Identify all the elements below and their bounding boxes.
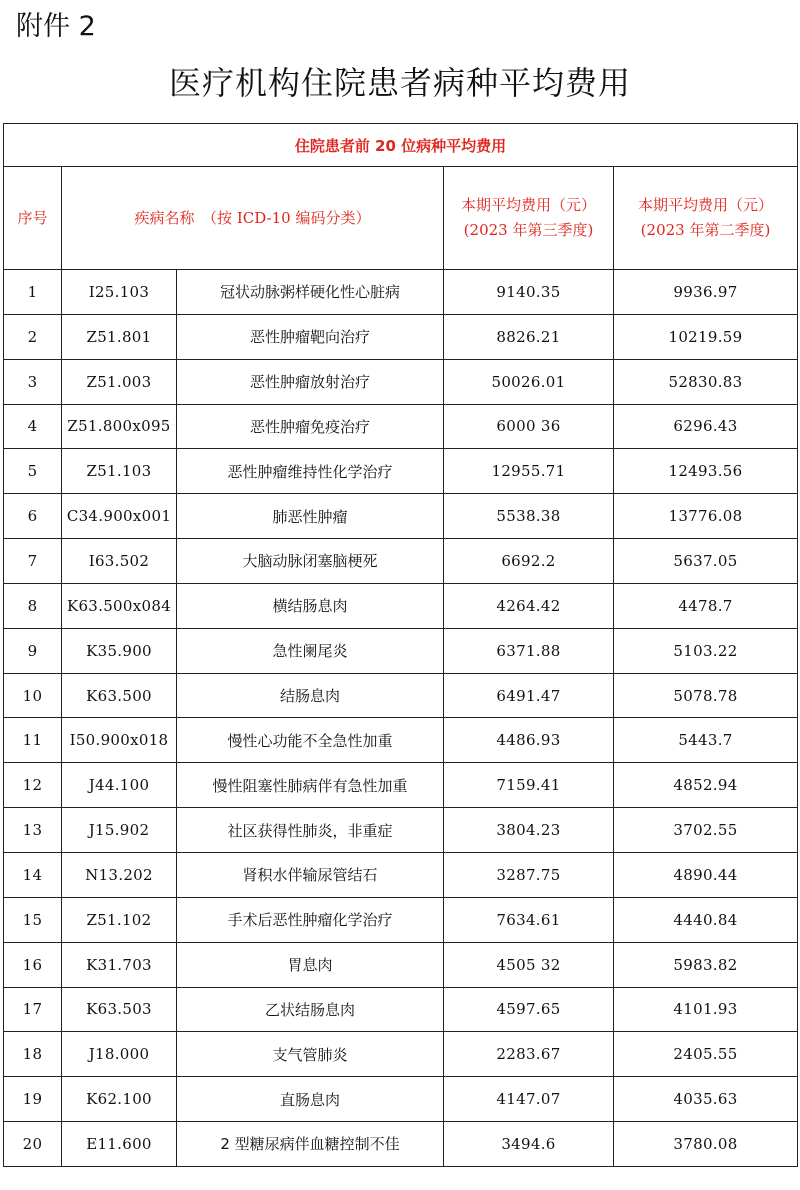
row-previous-fee: 12493.56 <box>614 449 798 494</box>
table-row <box>4 852 798 897</box>
header-previous-fee-line1: 本期平均费用（元） <box>637 196 773 214</box>
row-current-fee: 4597.65 <box>444 987 614 1032</box>
row-disease-name: 胃息肉 <box>177 942 444 987</box>
row-current-fee: 6371.88 <box>444 628 614 673</box>
row-current-fee: 6000 36 <box>444 404 614 449</box>
row-previous-fee: 13776.08 <box>614 494 798 539</box>
row-seq: 9 <box>4 628 62 673</box>
document-title: 医疗机构住院患者病种平均费用 <box>168 64 631 102</box>
row-disease-name: 横结肠息肉 <box>177 583 444 628</box>
row-current-fee: 3494.6 <box>444 1122 614 1167</box>
row-disease-name: 乙状结肠息肉 <box>177 987 444 1032</box>
row-disease-name: 肾积水伴输尿管结石 <box>177 852 444 897</box>
row-icd-code: I50.900x018 <box>62 718 177 763</box>
row-seq: 12 <box>4 763 62 808</box>
row-previous-fee: 4890.44 <box>614 852 798 897</box>
row-previous-fee: 5103.22 <box>614 628 798 673</box>
row-icd-code: E11.600 <box>62 1122 177 1167</box>
row-current-fee: 4147.07 <box>444 1077 614 1122</box>
table-row <box>4 942 798 987</box>
row-current-fee: 6491.47 <box>444 673 614 718</box>
table-row <box>4 404 798 449</box>
row-disease-name: 结肠息肉 <box>177 673 444 718</box>
table-row <box>4 583 798 628</box>
row-current-fee: 9140.35 <box>444 270 614 315</box>
row-current-fee: 4264.42 <box>444 583 614 628</box>
table-row <box>4 763 798 808</box>
table-header-row <box>4 167 798 270</box>
row-disease-name: 社区获得性肺炎，非重症 <box>177 808 444 853</box>
row-current-fee: 3804.23 <box>444 808 614 853</box>
row-seq: 11 <box>4 718 62 763</box>
row-current-fee: 4505 32 <box>444 942 614 987</box>
row-icd-code: K63.500x084 <box>62 583 177 628</box>
table-row <box>4 359 798 404</box>
row-icd-code: Z51.800x095 <box>62 404 177 449</box>
row-previous-fee: 5443.7 <box>614 718 798 763</box>
row-disease-name: 大脑动脉闭塞脑梗死 <box>177 539 444 584</box>
row-seq: 15 <box>4 897 62 942</box>
row-previous-fee: 52830.83 <box>614 359 798 404</box>
row-seq: 18 <box>4 1032 62 1077</box>
row-seq: 13 <box>4 808 62 853</box>
row-current-fee: 7634.61 <box>444 897 614 942</box>
row-current-fee: 8826.21 <box>444 314 614 359</box>
row-previous-fee: 4852.94 <box>614 763 798 808</box>
row-seq: 10 <box>4 673 62 718</box>
header-seq: 序号 <box>4 167 62 270</box>
table-row <box>4 808 798 853</box>
row-seq: 4 <box>4 404 62 449</box>
row-previous-fee: 5637.05 <box>614 539 798 584</box>
table-row <box>4 897 798 942</box>
row-disease-name: 慢性阻塞性肺病伴有急性加重 <box>177 763 444 808</box>
row-disease-name: 恶性肿瘤靶向治疗 <box>177 314 444 359</box>
row-current-fee: 4486.93 <box>444 718 614 763</box>
row-previous-fee: 4035.63 <box>614 1077 798 1122</box>
row-previous-fee: 5983.82 <box>614 942 798 987</box>
row-seq: 19 <box>4 1077 62 1122</box>
row-seq: 2 <box>4 314 62 359</box>
row-disease-name: 手术后恶性肿瘤化学治疗 <box>177 897 444 942</box>
row-seq: 16 <box>4 942 62 987</box>
table-row <box>4 539 798 584</box>
row-previous-fee: 4478.7 <box>614 583 798 628</box>
table-row <box>4 1122 798 1167</box>
row-previous-fee: 2405.55 <box>614 1032 798 1077</box>
header-previous-fee <box>614 167 798 270</box>
row-icd-code: Z51.103 <box>62 449 177 494</box>
row-previous-fee: 3780.08 <box>614 1122 798 1167</box>
row-current-fee: 3287.75 <box>444 852 614 897</box>
row-icd-code: N13.202 <box>62 852 177 897</box>
row-disease-name: 恶性肿瘤放射治疗 <box>177 359 444 404</box>
row-previous-fee: 10219.59 <box>614 314 798 359</box>
header-current-fee <box>444 167 614 270</box>
table-row <box>4 270 798 315</box>
row-current-fee: 7159.41 <box>444 763 614 808</box>
row-disease-name: 2 型糖尿病伴血糖控制不佳 <box>177 1122 444 1167</box>
header-disease: 疾病名称 （按 ICD-10 编码分类） <box>62 167 444 270</box>
row-icd-code: K62.100 <box>62 1077 177 1122</box>
row-icd-code: Z51.102 <box>62 897 177 942</box>
table-row <box>4 494 798 539</box>
header-current-fee-line1: 本期平均费用（元） <box>460 196 596 214</box>
row-current-fee: 12955.71 <box>444 449 614 494</box>
row-disease-name: 恶性肿瘤免疫治疗 <box>177 404 444 449</box>
row-icd-code: K35.900 <box>62 628 177 673</box>
row-seq: 20 <box>4 1122 62 1167</box>
disease-fee-table <box>3 123 798 1167</box>
row-seq: 8 <box>4 583 62 628</box>
table-caption: 住院患者前 20 位病种平均费用 <box>4 124 798 167</box>
row-previous-fee: 6296.43 <box>614 404 798 449</box>
row-current-fee: 6692.2 <box>444 539 614 584</box>
row-previous-fee: 3702.55 <box>614 808 798 853</box>
table-row <box>4 314 798 359</box>
row-disease-name: 支气管肺炎 <box>177 1032 444 1077</box>
row-icd-code: K31.703 <box>62 942 177 987</box>
table-row <box>4 718 798 763</box>
row-previous-fee: 4440.84 <box>614 897 798 942</box>
row-disease-name: 冠状动脉粥样硬化性心脏病 <box>177 270 444 315</box>
row-previous-fee: 5078.78 <box>614 673 798 718</box>
row-current-fee: 50026.01 <box>444 359 614 404</box>
row-previous-fee: 4101.93 <box>614 987 798 1032</box>
row-previous-fee: 9936.97 <box>614 270 798 315</box>
row-icd-code: K63.500 <box>62 673 177 718</box>
table-caption-row <box>4 124 798 167</box>
row-current-fee: 2283.67 <box>444 1032 614 1077</box>
row-icd-code: Z51.801 <box>62 314 177 359</box>
row-seq: 14 <box>4 852 62 897</box>
table-row <box>4 673 798 718</box>
row-seq: 1 <box>4 270 62 315</box>
row-seq: 5 <box>4 449 62 494</box>
row-icd-code: C34.900x001 <box>62 494 177 539</box>
table-row <box>4 628 798 673</box>
row-disease-name: 恶性肿瘤维持性化学治疗 <box>177 449 444 494</box>
row-seq: 7 <box>4 539 62 584</box>
table-row <box>4 1032 798 1077</box>
row-seq: 6 <box>4 494 62 539</box>
attachment-label: 附件 2 <box>16 11 96 42</box>
row-disease-name: 肺恶性肿瘤 <box>177 494 444 539</box>
row-icd-code: K63.503 <box>62 987 177 1032</box>
row-current-fee: 5538.38 <box>444 494 614 539</box>
row-seq: 17 <box>4 987 62 1032</box>
row-disease-name: 急性阑尾炎 <box>177 628 444 673</box>
row-disease-name: 慢性心功能不全急性加重 <box>177 718 444 763</box>
row-icd-code: J15.902 <box>62 808 177 853</box>
row-icd-code: I25.103 <box>62 270 177 315</box>
row-disease-name: 直肠息肉 <box>177 1077 444 1122</box>
table-row <box>4 987 798 1032</box>
row-icd-code: Z51.003 <box>62 359 177 404</box>
row-icd-code: J44.100 <box>62 763 177 808</box>
header-current-fee-line2: (2023 年第三季度) <box>463 221 594 239</box>
row-seq: 3 <box>4 359 62 404</box>
table-row <box>4 449 798 494</box>
header-previous-fee-line2: (2023 年第二季度) <box>640 221 771 239</box>
table-row <box>4 1077 798 1122</box>
row-icd-code: J18.000 <box>62 1032 177 1077</box>
row-icd-code: I63.502 <box>62 539 177 584</box>
